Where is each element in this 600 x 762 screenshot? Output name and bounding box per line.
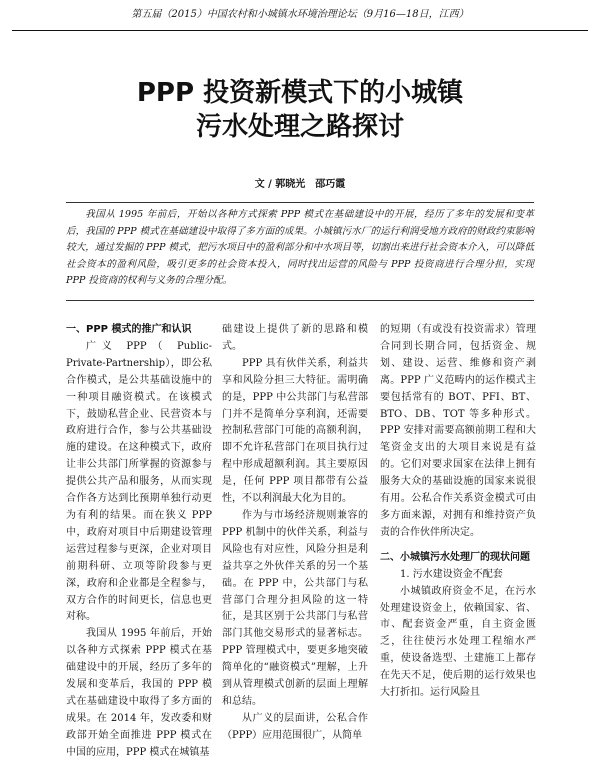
subsection-heading: 1. 污水建设资金不配套 [400, 568, 503, 580]
paragraph: 广义 PPP（ Public-Private-Partnership），即公私合作模式，是公共基础设施中的一种项目融资模式。在该模式下，鼓励私营企业、民营资本与政府进行合作，参与公共基础设施的建设。在这种模式下，政府让非公共部门所掌握的资源参与提供公共产品和服务，从而实现合作各方达到比预期单独行动更为有利的结果。而在狭义 PPP 中，政府对项目中后期建设管理运营过程参与更深，企业对项目前期科研、立项等阶段参与更深，政府和企业都是全程参与，双方合作的时间更长，信息也更对称。 [66, 340, 212, 623]
title-line-2: 污水处理之路探讨 [195, 112, 404, 142]
running-header: 第五届（2015）中国农村和小城镇水环境治理论坛（9月16—18日，江西） [131, 9, 469, 20]
column-1 [66, 322, 212, 762]
paragraph: 我国从 1995 年前后，开始以各种方式探索 PPP 模式在基础建设中的开展，经历了多年的发展和变革后，我国的 PPP 模式在基础建设中取得了多方面的成果。在 2014 年，发改委和财政部开始全面推进 PPP 模式在中国的应用，PPP 模式在城镇基 [66, 628, 212, 758]
authors: 文 / 郭晓光 邵巧霞 [254, 179, 346, 190]
section-heading-2: 二、小城镇污水处理厂的现状问题 [380, 551, 530, 563]
paragraph: 作为与市场经济规则兼容的 PPP 机制中的伙伴关系，利益与风险也有对应性，风险分担是利益共享之外伙伴关系的另一个基础。在 PPP 中，公共部门与私营部门合理分担风险的这一特征，是其区别于公共部门与私营部门其他交易形式的显著标志。PPP 管理模式中，要更多地突破简单化的“融资模式”理解，上升到从管理模式创新的层面上理解和总结。 [222, 509, 368, 707]
paragraph: 小城镇政府资金不足，在污水处理建设资金上，依赖国家、省、市、配套资金严重，自主资金匮乏，往往使污水处理工程缩水严重，使设备选型、土建施工上都存在先天不足，使后期的运行效果也大打折扣。运行风险且 [380, 585, 536, 699]
abstract [66, 207, 534, 290]
abstract-top-rule [66, 202, 534, 203]
paragraph: 础建设上提供了新的思路和模式。 [222, 324, 368, 352]
paragraph: PPP 具有伙伴关系，利益共享和风险分担三大特征。需明确的是，PPP 中公共部门与私营部门并不是简单分享利润，还需要控制私营部门可能的高额利润，即不允许私营部门在项目执行过程中形成超额利润。其主要原因是，任何 PPP 项目都带有公益性，不以利润最大化为目的。 [222, 357, 368, 505]
paragraph: 从广义的层面讲，公私合作（PPP）应用范围很广，从简单 [222, 712, 368, 741]
abstract-text: 我国从 1995 年前后，开始以各种方式探索 PPP 模式在基础建设中的开展，经历了多年的发展和变革后，我国的 PPP 模式在基础建设中取得了多方面的成果。小城镇污水厂的运行利润受地方政府的财政约束影响较大，通过发掘的 PPP 模式，把污水项目中的盈利部分和中水项目等，切割出来进行社会资本介入，可以降低社会资本的盈利风险，吸引更多的社会资本投入，同时找出运营的风险与 PPP 投资商进行合理分担，实现 PPP 投资商的权利与义务的合理分配。 [66, 209, 534, 286]
section-heading-1: 一、PPP 模式的推广和认识 [66, 324, 192, 335]
paragraph: 的短期（有或没有投资需求）管理合同到长期合同，包括资金、规划、建设、运营、维修和资产剥离。PPP 广义范畴内的运作模式主要包括常有的 BOT、PFI、BT、BTO、DB、TOT 等多种形式。PPP 安排对需要高额前期工程和大笔资金支出的大项目来说是有益的。它们对要求国家在法律上拥有服务大众的基础设施的国家来说很有用。公私合作关系资金模式可由多方面来源，对拥有和维持资产负责的合作伙伴所决定。 [380, 324, 536, 538]
column-3 [380, 322, 536, 702]
title-line-1: PPP 投资新模式下的小城镇 [136, 78, 464, 108]
article-title [0, 76, 600, 144]
header-rule [12, 30, 588, 31]
abstract-bottom-rule [66, 300, 534, 301]
column-2 [222, 322, 368, 745]
